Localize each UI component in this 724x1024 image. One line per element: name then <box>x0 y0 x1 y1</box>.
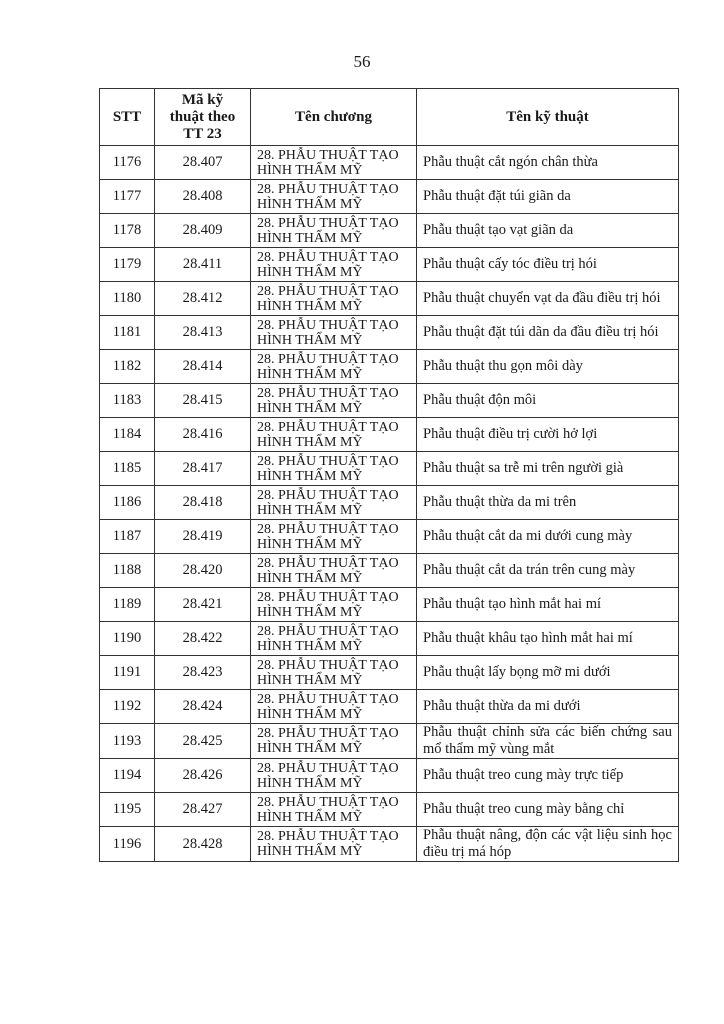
cell-chapter <box>251 827 417 862</box>
chapter-line1: 28. PHẪU THUẬT TẠO <box>257 147 399 163</box>
cell-technique: Phẫu thuật chỉnh sửa các biến chứng sau mổ thẩm mỹ vùng mắt <box>417 724 679 759</box>
header-technique: Tên kỹ thuật <box>417 89 679 146</box>
table-header-row <box>100 89 679 146</box>
cell-technique: Phẫu thuật điều trị cười hở lợi <box>417 418 679 452</box>
table-row <box>100 554 679 588</box>
cell-technique: Phẫu thuật thừa da mi dưới <box>417 690 679 724</box>
cell-code: 28.407 <box>155 146 251 180</box>
cell-code: 28.419 <box>155 520 251 554</box>
chapter-line2: HÌNH THẨM MỸ <box>257 638 363 654</box>
cell-chapter <box>251 759 417 793</box>
cell-code: 28.428 <box>155 827 251 862</box>
table-body <box>100 146 679 862</box>
cell-stt: 1186 <box>100 486 155 520</box>
header-code-line1: Mã kỹ <box>181 91 224 108</box>
cell-chapter <box>251 384 417 418</box>
cell-code: 28.414 <box>155 350 251 384</box>
table-row <box>100 827 679 862</box>
cell-stt: 1191 <box>100 656 155 690</box>
cell-stt: 1193 <box>100 724 155 759</box>
cell-code: 28.411 <box>155 248 251 282</box>
cell-chapter <box>251 690 417 724</box>
cell-technique: Phẫu thuật thừa da mi trên <box>417 486 679 520</box>
cell-code: 28.412 <box>155 282 251 316</box>
chapter-line2: HÌNH THẨM MỸ <box>257 434 363 450</box>
chapter-line2: HÌNH THẨM MỸ <box>257 298 363 314</box>
cell-technique: Phẫu thuật cắt da mi dưới cung mày <box>417 520 679 554</box>
chapter-line1: 28. PHẪU THUẬT TẠO <box>257 589 399 605</box>
cell-chapter <box>251 418 417 452</box>
cell-code: 28.416 <box>155 418 251 452</box>
table-row <box>100 486 679 520</box>
cell-technique: Phẫu thuật đặt túi giãn da <box>417 180 679 214</box>
cell-stt: 1176 <box>100 146 155 180</box>
chapter-line1: 28. PHẪU THUẬT TẠO <box>257 794 399 810</box>
table-row <box>100 214 679 248</box>
cell-chapter <box>251 724 417 759</box>
chapter-line2: HÌNH THẨM MỸ <box>257 570 363 586</box>
cell-technique: Phẫu thuật cắt da trán trên cung mày <box>417 554 679 588</box>
cell-code: 28.408 <box>155 180 251 214</box>
cell-technique: Phẫu thuật tạo vạt giãn da <box>417 214 679 248</box>
cell-code: 28.423 <box>155 656 251 690</box>
cell-chapter <box>251 282 417 316</box>
cell-code: 28.426 <box>155 759 251 793</box>
cell-stt: 1187 <box>100 520 155 554</box>
cell-technique: Phẫu thuật sa trễ mi trên người già <box>417 452 679 486</box>
table-row <box>100 520 679 554</box>
chapter-line1: 28. PHẪU THUẬT TẠO <box>257 555 399 571</box>
cell-stt: 1178 <box>100 214 155 248</box>
header-chapter: Tên chương <box>251 89 417 146</box>
table-row <box>100 146 679 180</box>
chapter-line2: HÌNH THẨM MỸ <box>257 162 363 178</box>
chapter-line1: 28. PHẪU THUẬT TẠO <box>257 726 399 741</box>
cell-stt: 1177 <box>100 180 155 214</box>
chapter-line1: 28. PHẪU THUẬT TẠO <box>257 215 399 231</box>
chapter-line1: 28. PHẪU THUẬT TẠO <box>257 691 399 707</box>
chapter-line2: HÌNH THẨM MỸ <box>257 230 363 246</box>
chapter-line1: 28. PHẪU THUẬT TẠO <box>257 521 399 537</box>
technique-table <box>99 88 679 862</box>
chapter-line1: 28. PHẪU THUẬT TẠO <box>257 317 399 333</box>
cell-stt: 1180 <box>100 282 155 316</box>
chapter-line2: HÌNH THẨM MỸ <box>257 468 363 484</box>
cell-chapter <box>251 554 417 588</box>
cell-chapter <box>251 793 417 827</box>
table-row <box>100 316 679 350</box>
cell-stt: 1194 <box>100 759 155 793</box>
cell-chapter <box>251 656 417 690</box>
cell-chapter <box>251 146 417 180</box>
cell-technique: Phẫu thuật cắt ngón chân thừa <box>417 146 679 180</box>
page-number: 56 <box>353 52 371 71</box>
chapter-line2: HÌNH THẨM MỸ <box>257 196 363 212</box>
cell-code: 28.409 <box>155 214 251 248</box>
chapter-line1: 28. PHẪU THUẬT TẠO <box>257 181 399 197</box>
table-row <box>100 622 679 656</box>
chapter-line1: 28. PHẪU THUẬT TẠO <box>257 829 399 844</box>
chapter-line1: 28. PHẪU THUẬT TẠO <box>257 385 399 401</box>
cell-stt: 1179 <box>100 248 155 282</box>
cell-code: 28.425 <box>155 724 251 759</box>
table-row <box>100 180 679 214</box>
chapter-line1: 28. PHẪU THUẬT TẠO <box>257 283 399 299</box>
chapter-line2: HÌNH THẨM MỸ <box>257 332 363 348</box>
cell-technique: Phẫu thuật lấy bọng mỡ mi dưới <box>417 656 679 690</box>
cell-stt: 1190 <box>100 622 155 656</box>
cell-code: 28.413 <box>155 316 251 350</box>
cell-chapter <box>251 520 417 554</box>
cell-chapter <box>251 588 417 622</box>
cell-code: 28.417 <box>155 452 251 486</box>
chapter-line2: HÌNH THẨM MỸ <box>257 536 363 552</box>
chapter-line2: HÌNH THẨM MỸ <box>257 844 363 859</box>
chapter-line1: 28. PHẪU THUẬT TẠO <box>257 760 399 776</box>
cell-chapter <box>251 180 417 214</box>
header-code <box>155 89 251 146</box>
chapter-line2: HÌNH THẨM MỸ <box>257 809 363 825</box>
chapter-line2: HÌNH THẨM MỸ <box>257 366 363 382</box>
chapter-line2: HÌNH THẨM MỸ <box>257 604 363 620</box>
cell-technique: Phẫu thuật nâng, độn các vật liệu sinh học điều trị má hóp <box>417 827 679 862</box>
chapter-line1: 28. PHẪU THUẬT TẠO <box>257 453 399 469</box>
table-row <box>100 690 679 724</box>
cell-stt: 1189 <box>100 588 155 622</box>
chapter-line2: HÌNH THẨM MỸ <box>257 672 363 688</box>
chapter-line1: 28. PHẪU THUẬT TẠO <box>257 487 399 503</box>
cell-chapter <box>251 248 417 282</box>
chapter-line1: 28. PHẪU THUẬT TẠO <box>257 623 399 639</box>
cell-technique: Phẫu thuật treo cung mày bằng chỉ <box>417 793 679 827</box>
chapter-line2: HÌNH THẨM MỸ <box>257 706 363 722</box>
cell-stt: 1184 <box>100 418 155 452</box>
cell-stt: 1196 <box>100 827 155 862</box>
cell-technique: Phẫu thuật treo cung mày trực tiếp <box>417 759 679 793</box>
cell-chapter <box>251 452 417 486</box>
table-row <box>100 656 679 690</box>
cell-code: 28.421 <box>155 588 251 622</box>
table-row <box>100 759 679 793</box>
chapter-line2: HÌNH THẨM MỸ <box>257 741 363 756</box>
cell-stt: 1185 <box>100 452 155 486</box>
cell-technique: Phẫu thuật chuyển vạt da đầu điều trị hói <box>417 282 679 316</box>
cell-code: 28.424 <box>155 690 251 724</box>
cell-code: 28.415 <box>155 384 251 418</box>
cell-code: 28.418 <box>155 486 251 520</box>
cell-chapter <box>251 486 417 520</box>
cell-stt: 1181 <box>100 316 155 350</box>
table-row <box>100 452 679 486</box>
table-row <box>100 588 679 622</box>
cell-technique: Phẫu thuật độn môi <box>417 384 679 418</box>
chapter-line1: 28. PHẪU THUẬT TẠO <box>257 249 399 265</box>
cell-stt: 1183 <box>100 384 155 418</box>
table-row <box>100 282 679 316</box>
chapter-line2: HÌNH THẨM MỸ <box>257 264 363 280</box>
header-code-line3: TT 23 <box>183 125 222 142</box>
chapter-line2: HÌNH THẨM MỸ <box>257 502 363 518</box>
chapter-line2: HÌNH THẨM MỸ <box>257 400 363 416</box>
table-row <box>100 418 679 452</box>
table-row <box>100 248 679 282</box>
cell-technique: Phẫu thuật cấy tóc điều trị hói <box>417 248 679 282</box>
chapter-line1: 28. PHẪU THUẬT TẠO <box>257 419 399 435</box>
cell-stt: 1182 <box>100 350 155 384</box>
cell-code: 28.427 <box>155 793 251 827</box>
table-row <box>100 724 679 759</box>
cell-stt: 1192 <box>100 690 155 724</box>
table-row <box>100 350 679 384</box>
cell-technique: Phẫu thuật thu gọn môi dày <box>417 350 679 384</box>
cell-chapter <box>251 350 417 384</box>
header-stt: STT <box>100 89 155 146</box>
cell-code: 28.420 <box>155 554 251 588</box>
cell-code: 28.422 <box>155 622 251 656</box>
cell-technique: Phẫu thuật đặt túi dãn da đầu điều trị hói <box>417 316 679 350</box>
cell-chapter <box>251 316 417 350</box>
cell-technique: Phẫu thuật tạo hình mắt hai mí <box>417 588 679 622</box>
header-code-line2: thuật theo <box>169 108 236 125</box>
cell-technique: Phẫu thuật khâu tạo hình mắt hai mí <box>417 622 679 656</box>
cell-chapter <box>251 622 417 656</box>
table-row <box>100 793 679 827</box>
chapter-line1: 28. PHẪU THUẬT TẠO <box>257 657 399 673</box>
cell-stt: 1188 <box>100 554 155 588</box>
cell-stt: 1195 <box>100 793 155 827</box>
chapter-line2: HÌNH THẨM MỸ <box>257 775 363 791</box>
chapter-line1: 28. PHẪU THUẬT TẠO <box>257 351 399 367</box>
table-row <box>100 384 679 418</box>
cell-chapter <box>251 214 417 248</box>
